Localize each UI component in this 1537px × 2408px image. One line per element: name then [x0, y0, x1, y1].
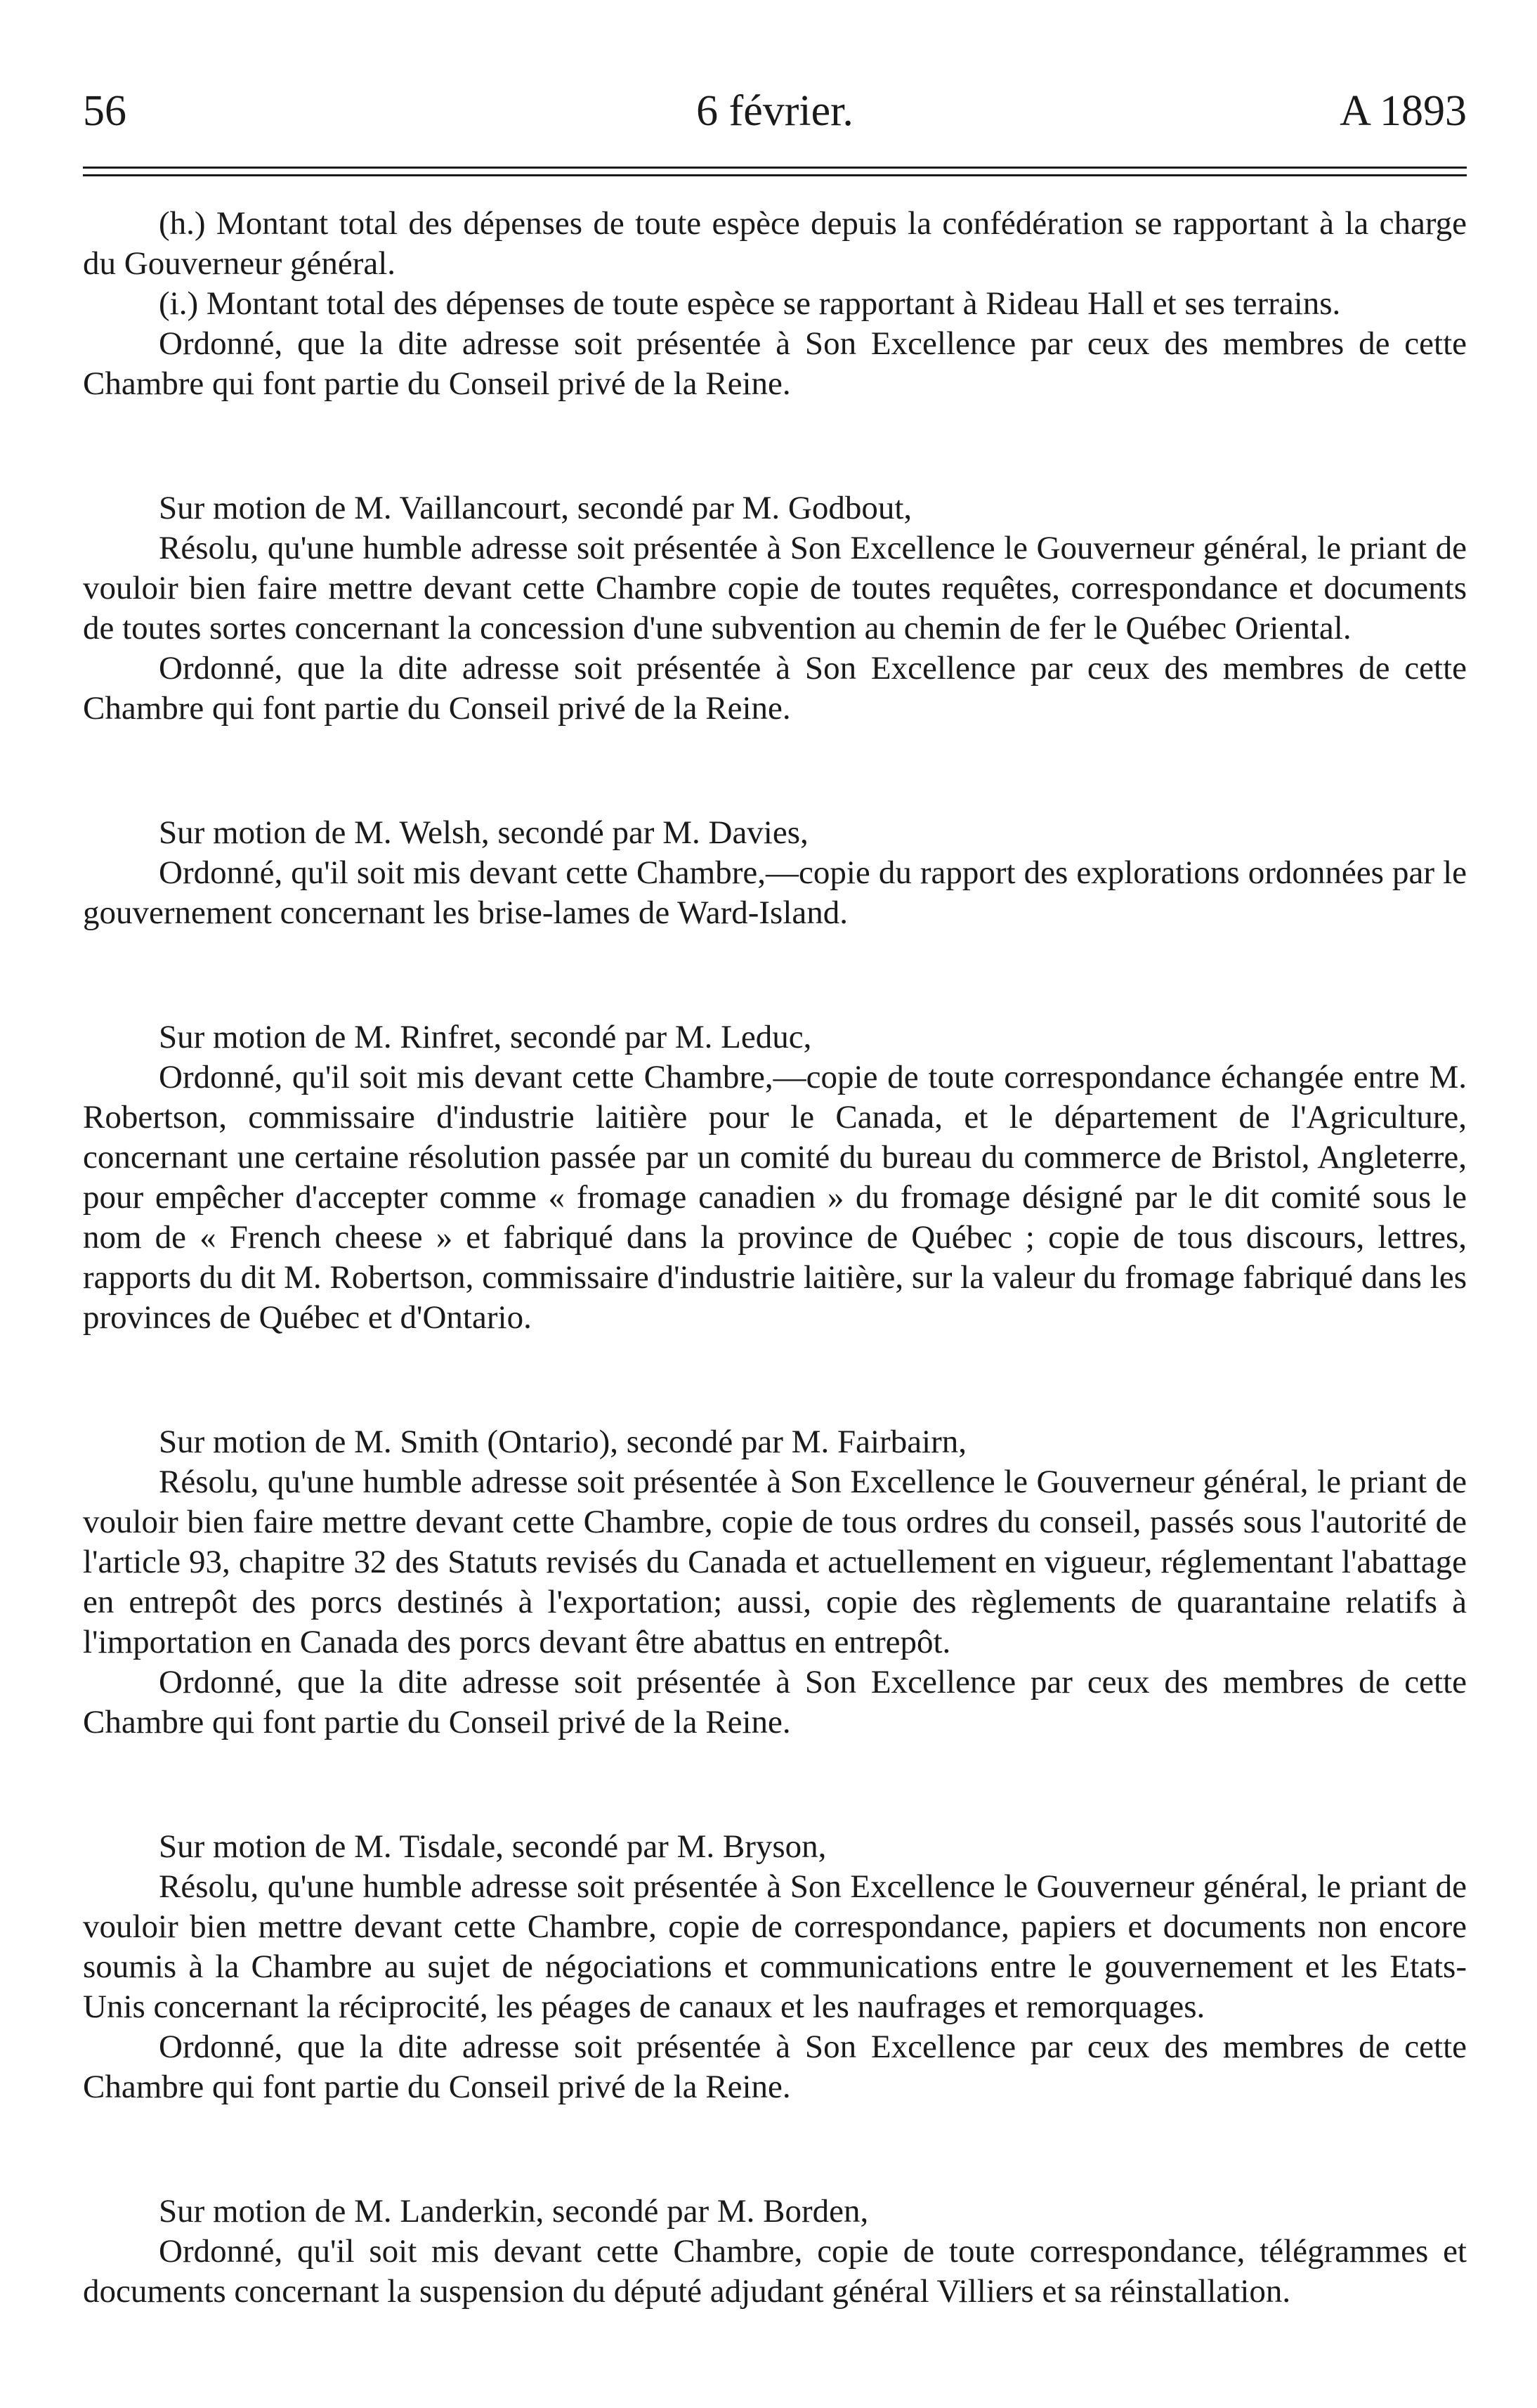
header-rule-bottom	[83, 174, 1467, 176]
header-date: 6 février.	[696, 87, 853, 135]
motion-section	[83, 813, 1467, 933]
paragraph: Ordonné, que la dite adresse soit présentée à Son Excellence par ceux des membres de cette Chambre qui font partie du Conseil privé de la Reine.	[83, 325, 1467, 402]
page-number: 56	[83, 87, 126, 135]
motion-heading: Sur motion de M. Tisdale, secondé par M. Bryson,	[159, 1828, 827, 1865]
motion-heading: Sur motion de M. Smith (Ontario), secondé par M. Fairbairn,	[159, 1424, 967, 1460]
motion-section	[83, 204, 1467, 404]
header-year: A 1893	[1340, 87, 1467, 135]
paragraph: (i.) Montant total des dépenses de toute espèce se rapportant à Rideau Hall et ses terrains.	[159, 285, 1341, 322]
section-gap	[83, 2107, 1467, 2192]
section-gap	[83, 933, 1467, 1017]
paragraph: Ordonné, qu'il soit mis devant cette Chambre,—copie de toute correspondance échangée entre M. Robertson, commissaire d'industrie laitière pour le Canada, et le département de l'Agriculture, concernant une certaine résolution passée par un comité du bureau du commerce de Bristol, Angleterre, pour empêcher d'accepter comme « fromage canadien » du fromage désigné par le dit comité sous le nom de « French cheese » et fabriqué dans la province de Québec ; copie de tous discours, lettres, rapports du dit M. Robertson, commissaire d'industrie laitière, sur la valeur du fromage fabriqué dans les provinces de Québec et d'Ontario.	[83, 1059, 1467, 1336]
section-gap	[83, 729, 1467, 813]
header-rule-top	[83, 167, 1467, 169]
motion-heading: Sur motion de M. Vaillancourt, secondé par M. Godbout,	[159, 490, 913, 526]
section-gap	[83, 1338, 1467, 1422]
motion-heading: Sur motion de M. Welsh, secondé par M. Davies,	[159, 814, 809, 851]
motion-heading: Sur motion de M. Rinfret, secondé par M. Leduc,	[159, 1019, 812, 1055]
paragraph: Ordonné, que la dite adresse soit présentée à Son Excellence par ceux des membres de cette Chambre qui font partie du Conseil privé de la Reine.	[83, 2029, 1467, 2105]
paragraph: (h.) Montant total des dépenses de toute espèce depuis la confédération se rapportant à la charge du Gouverneur général.	[83, 205, 1467, 282]
section-gap	[83, 404, 1467, 488]
motion-section	[83, 1827, 1467, 2107]
paragraph: Ordonné, que la dite adresse soit présentée à Son Excellence par ceux des membres de cette Chambre qui font partie du Conseil privé de la Reine.	[83, 1664, 1467, 1740]
motion-heading: Sur motion de M. Landerkin, secondé par M. Borden,	[159, 2193, 869, 2230]
motion-section	[83, 2192, 1467, 2312]
page-header	[83, 83, 1467, 139]
document-body	[83, 204, 1467, 2312]
motion-section	[83, 1017, 1467, 1338]
paragraph: Ordonné, que la dite adresse soit présentée à Son Excellence par ceux des membres de cette Chambre qui font partie du Conseil privé de la Reine.	[83, 650, 1467, 727]
motion-section	[83, 1422, 1467, 1743]
paragraph: Ordonné, qu'il soit mis devant cette Chambre, copie de toute correspondance, télégrammes et documents concernant la suspension du député adjudant général Villiers et sa réinstallation.	[83, 2233, 1467, 2310]
paragraph: Résolu, qu'une humble adresse soit présentée à Son Excellence le Gouverneur général, le priant de vouloir bien mettre devant cette Chambre, copie de correspondance, papiers et documents non encore soumis à la Chambre au sujet de négociations et communications entre le gouvernement et les Etats-Unis concernant la réciprocité, les péages de canaux et les naufrages et remorquages.	[83, 1868, 1467, 2025]
section-gap	[83, 1743, 1467, 1827]
motion-section	[83, 488, 1467, 729]
paragraph: Résolu, qu'une humble adresse soit présentée à Son Excellence le Gouverneur général, le priant de vouloir bien faire mettre devant cette Chambre, copie de tous ordres du conseil, passés sous l'autorité de l'article 93, chapitre 32 des Statuts revisés du Canada et actuellement en vigueur, réglementant l'abattage en entrepôt des porcs destinés à l'exportation; aussi, copie des règlements de quarantaine relatifs à l'importation en Canada des porcs devant être abattus en entrepôt.	[83, 1464, 1467, 1660]
paragraph: Ordonné, qu'il soit mis devant cette Chambre,—copie du rapport des explorations ordonnées par le gouvernement concernant les brise-lames de Ward-Island.	[83, 854, 1467, 931]
paragraph: Résolu, qu'une humble adresse soit présentée à Son Excellence le Gouverneur général, le priant de vouloir bien faire mettre devant cette Chambre copie de toutes requêtes, correspondance et documents de toutes sortes concernant la concession d'une subvention au chemin de fer le Québec Oriental.	[83, 530, 1467, 646]
